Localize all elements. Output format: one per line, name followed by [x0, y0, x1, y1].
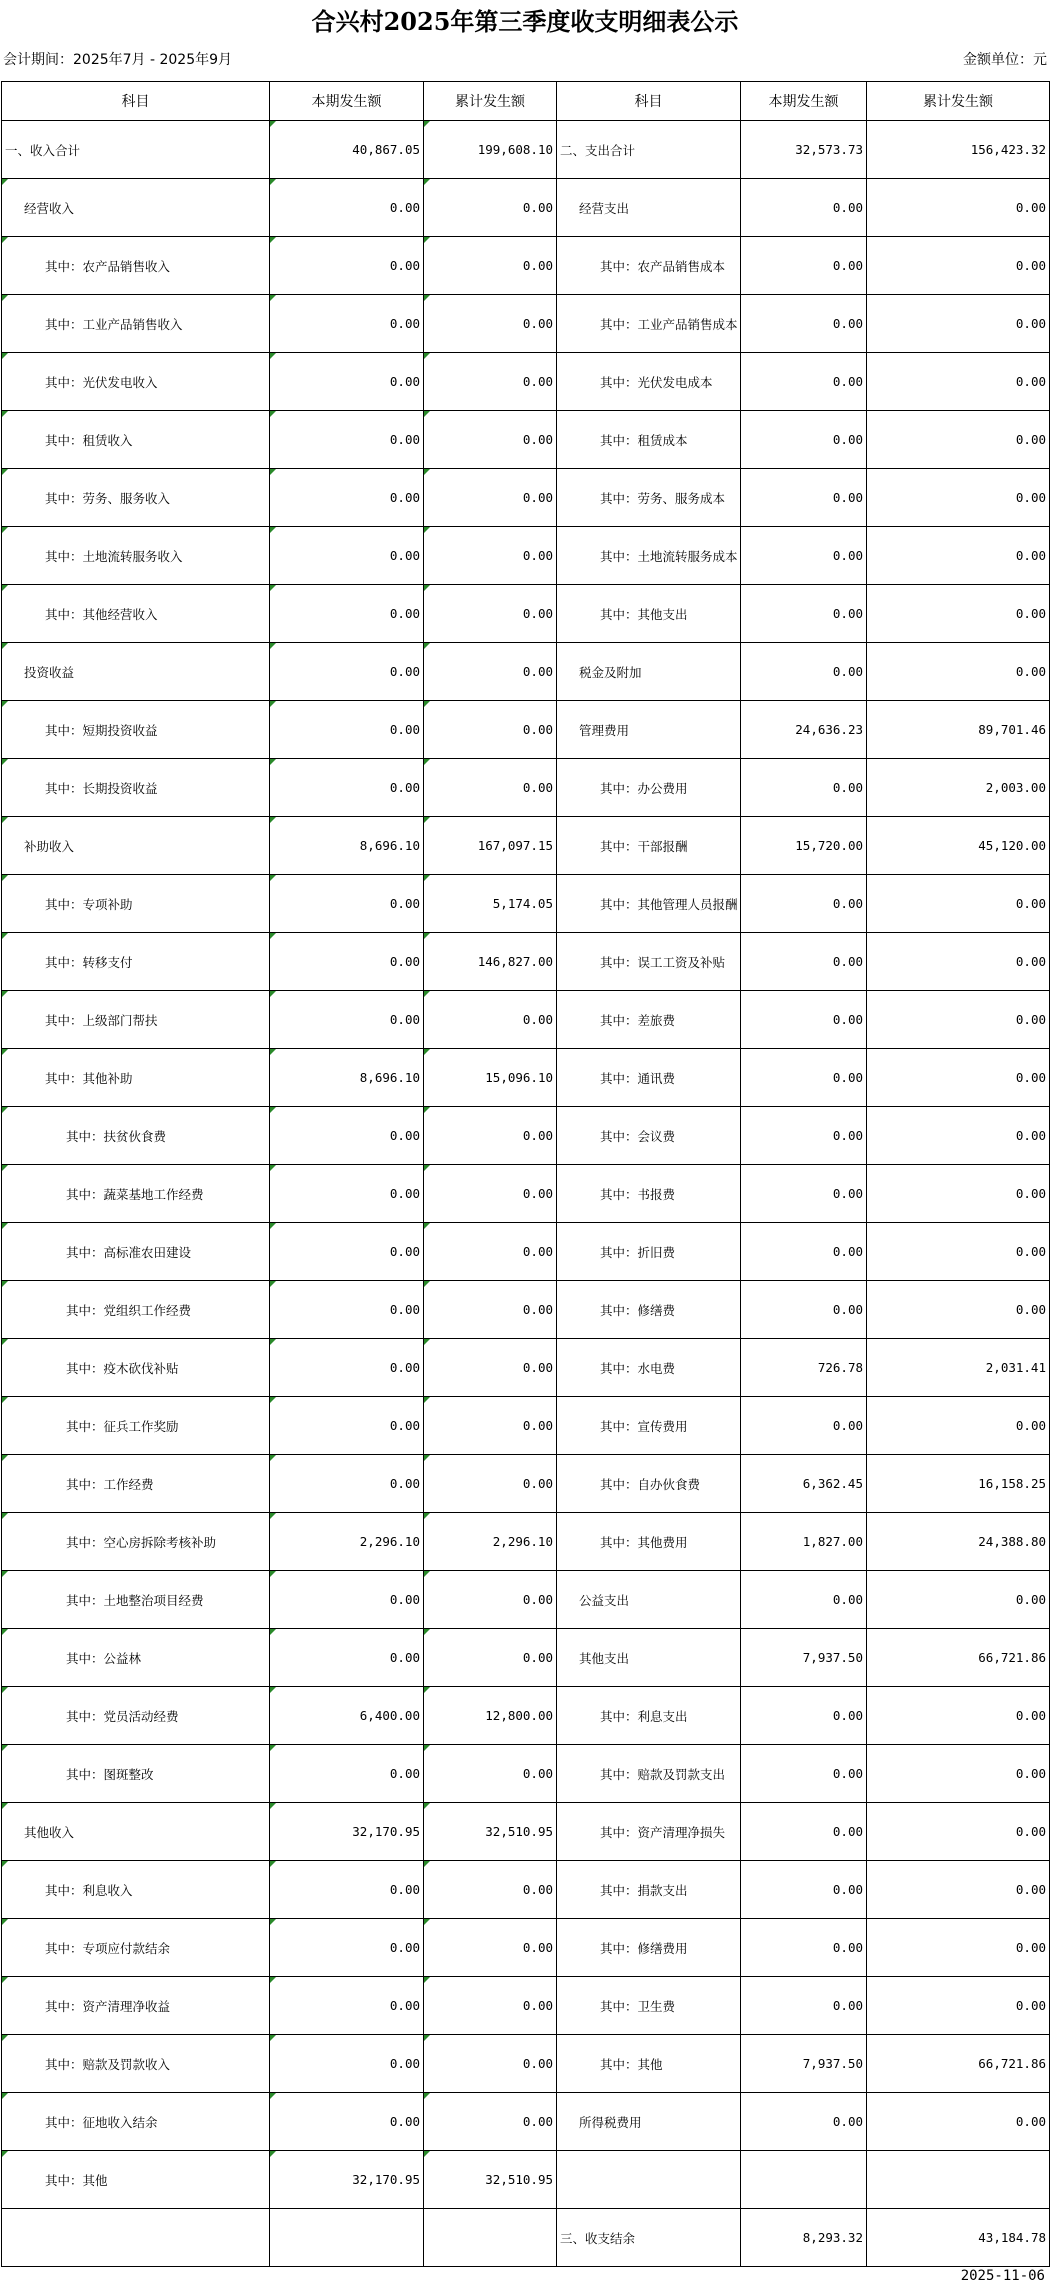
cell-income-current: 0.00 [270, 643, 424, 701]
cell-expense-cumulative: 0.00 [867, 469, 1050, 527]
table-row [2, 411, 1050, 469]
cell-income-current: 0.00 [270, 1281, 424, 1339]
table-row [2, 1919, 1050, 1977]
cell-income-current: 0.00 [270, 1745, 424, 1803]
cell-expense-current: 1,827.00 [741, 1513, 867, 1571]
header-income-subject: 科目 [2, 82, 270, 121]
cell-income-cumulative: 167,097.15 [424, 817, 557, 875]
cell-expense-cumulative: 0.00 [867, 2093, 1050, 2151]
header-income-current: 本期发生额 [270, 82, 424, 121]
table-row [2, 1745, 1050, 1803]
cell-income-current: 40,867.05 [270, 121, 424, 179]
table-row [2, 1165, 1050, 1223]
cell-income-subject: 其中：工业产品销售收入 [2, 295, 270, 353]
cell-expense-subject: 其中：租赁成本 [557, 411, 741, 469]
cell-income-cumulative: 5,174.05 [424, 875, 557, 933]
cell-income-cumulative [424, 2209, 557, 2267]
cell-expense-current: 0.00 [741, 1107, 867, 1165]
cell-income-subject: 其中：光伏发电收入 [2, 353, 270, 411]
cell-income-current: 0.00 [270, 1397, 424, 1455]
cell-income-current: 0.00 [270, 933, 424, 991]
cell-income-current: 0.00 [270, 527, 424, 585]
cell-income-subject: 其中：公益林 [2, 1629, 270, 1687]
cell-expense-cumulative: 156,423.32 [867, 121, 1050, 179]
cell-income-cumulative: 0.00 [424, 1107, 557, 1165]
cell-expense-subject: 其中：利息支出 [557, 1687, 741, 1745]
cell-expense-cumulative: 89,701.46 [867, 701, 1050, 759]
cell-income-cumulative: 0.00 [424, 1223, 557, 1281]
cell-expense-cumulative: 0.00 [867, 585, 1050, 643]
cell-income-subject: 其中：图斑整改 [2, 1745, 270, 1803]
table-row [2, 1861, 1050, 1919]
cell-income-cumulative: 0.00 [424, 1571, 557, 1629]
cell-expense-subject [557, 2151, 741, 2209]
cell-expense-subject: 其中：通讯费 [557, 1049, 741, 1107]
accounting-period: 会计期间：2025年7月 - 2025年9月 [3, 52, 233, 68]
cell-income-cumulative: 0.00 [424, 701, 557, 759]
cell-expense-cumulative: 66,721.86 [867, 2035, 1050, 2093]
cell-expense-cumulative: 0.00 [867, 1049, 1050, 1107]
cell-income-subject: 其中：土地流转服务收入 [2, 527, 270, 585]
cell-expense-current: 0.00 [741, 875, 867, 933]
cell-expense-cumulative: 0.00 [867, 643, 1050, 701]
header-expense-current: 本期发生额 [741, 82, 867, 121]
cell-income-subject: 其中：利息收入 [2, 1861, 270, 1919]
cell-expense-cumulative: 0.00 [867, 295, 1050, 353]
cell-income-current: 0.00 [270, 875, 424, 933]
cell-income-current: 0.00 [270, 411, 424, 469]
cell-expense-current: 0.00 [741, 1571, 867, 1629]
cell-income-subject: 其中：专项补助 [2, 875, 270, 933]
cell-expense-subject: 其中：自办伙食费 [557, 1455, 741, 1513]
cell-expense-subject: 其中：劳务、服务成本 [557, 469, 741, 527]
cell-income-subject: 其中：劳务、服务收入 [2, 469, 270, 527]
table-row [2, 1629, 1050, 1687]
cell-expense-cumulative: 0.00 [867, 1223, 1050, 1281]
cell-expense-current: 32,573.73 [741, 121, 867, 179]
cell-expense-current: 0.00 [741, 1803, 867, 1861]
cell-income-cumulative: 0.00 [424, 353, 557, 411]
cell-expense-subject: 其中：捐款支出 [557, 1861, 741, 1919]
cell-income-subject: 其中：农产品销售收入 [2, 237, 270, 295]
cell-expense-current: 0.00 [741, 933, 867, 991]
cell-expense-current: 8,293.32 [741, 2209, 867, 2267]
cell-income-cumulative: 0.00 [424, 295, 557, 353]
table-row [2, 1049, 1050, 1107]
cell-expense-current: 0.00 [741, 759, 867, 817]
cell-income-cumulative: 0.00 [424, 585, 557, 643]
cell-expense-cumulative [867, 2151, 1050, 2209]
table-row [2, 643, 1050, 701]
cell-income-subject: 其中：资产清理净收益 [2, 1977, 270, 2035]
cell-income-cumulative: 0.00 [424, 1745, 557, 1803]
cell-expense-subject: 其中：其他支出 [557, 585, 741, 643]
cell-income-current: 0.00 [270, 1571, 424, 1629]
cell-expense-cumulative: 0.00 [867, 411, 1050, 469]
header-expense-cumulative: 累计发生额 [867, 82, 1050, 121]
cell-expense-subject: 其中：其他管理人员报酬 [557, 875, 741, 933]
cell-expense-current: 0.00 [741, 2093, 867, 2151]
cell-income-current: 0.00 [270, 179, 424, 237]
cell-expense-cumulative: 2,003.00 [867, 759, 1050, 817]
table-row [2, 1107, 1050, 1165]
cell-expense-subject: 其中：水电费 [557, 1339, 741, 1397]
cell-income-current: 2,296.10 [270, 1513, 424, 1571]
cell-income-subject: 一、收入合计 [2, 121, 270, 179]
table-row [2, 1687, 1050, 1745]
cell-income-current: 32,170.95 [270, 1803, 424, 1861]
table-row [2, 1397, 1050, 1455]
cell-income-cumulative: 0.00 [424, 643, 557, 701]
cell-expense-subject: 三、收支结余 [557, 2209, 741, 2267]
cell-expense-cumulative: 0.00 [867, 1165, 1050, 1223]
cell-expense-current: 7,937.50 [741, 2035, 867, 2093]
cell-expense-subject: 其中：办公费用 [557, 759, 741, 817]
cell-expense-subject: 其中：会议费 [557, 1107, 741, 1165]
cell-expense-subject: 其中：光伏发电成本 [557, 353, 741, 411]
cell-expense-current: 0.00 [741, 527, 867, 585]
cell-income-cumulative: 0.00 [424, 1455, 557, 1513]
cell-income-subject: 其中：征地收入结余 [2, 2093, 270, 2151]
table-row [2, 1803, 1050, 1861]
cell-income-subject: 其中：转移支付 [2, 933, 270, 991]
table-row [2, 237, 1050, 295]
cell-expense-cumulative: 0.00 [867, 1803, 1050, 1861]
cell-income-subject: 其中：党员活动经费 [2, 1687, 270, 1745]
cell-income-cumulative: 32,510.95 [424, 1803, 557, 1861]
cell-income-subject: 投资收益 [2, 643, 270, 701]
cell-income-cumulative: 32,510.95 [424, 2151, 557, 2209]
cell-expense-subject: 其中：其他 [557, 2035, 741, 2093]
cell-income-subject: 其中：上级部门帮扶 [2, 991, 270, 1049]
cell-expense-cumulative: 0.00 [867, 875, 1050, 933]
cell-expense-cumulative: 0.00 [867, 1571, 1050, 1629]
footer-date: 2025-11-06 [960, 2268, 1045, 2284]
cell-income-cumulative: 2,296.10 [424, 1513, 557, 1571]
cell-income-subject: 其中：工作经费 [2, 1455, 270, 1513]
cell-expense-subject: 管理费用 [557, 701, 741, 759]
cell-income-subject: 其中：蔬菜基地工作经费 [2, 1165, 270, 1223]
header-income-cumulative: 累计发生额 [424, 82, 557, 121]
cell-income-cumulative: 0.00 [424, 1629, 557, 1687]
table-row [2, 527, 1050, 585]
cell-expense-current: 0.00 [741, 353, 867, 411]
table-row [2, 585, 1050, 643]
cell-expense-subject: 经营支出 [557, 179, 741, 237]
cell-expense-subject: 其中：干部报酬 [557, 817, 741, 875]
cell-income-cumulative: 12,800.00 [424, 1687, 557, 1745]
cell-expense-current: 0.00 [741, 179, 867, 237]
cell-expense-current: 0.00 [741, 1397, 867, 1455]
table-row [2, 1223, 1050, 1281]
cell-expense-subject: 其中：书报费 [557, 1165, 741, 1223]
cell-income-current: 0.00 [270, 1629, 424, 1687]
cell-income-current: 0.00 [270, 2035, 424, 2093]
table-row [2, 701, 1050, 759]
cell-income-cumulative: 0.00 [424, 237, 557, 295]
cell-expense-cumulative: 0.00 [867, 1107, 1050, 1165]
table-row [2, 1455, 1050, 1513]
cell-income-current: 0.00 [270, 1977, 424, 2035]
cell-expense-current: 0.00 [741, 991, 867, 1049]
cell-income-current [270, 2209, 424, 2267]
cell-income-subject: 其中：其他经营收入 [2, 585, 270, 643]
currency-unit: 金额单位：元 [963, 52, 1047, 68]
table-row [2, 1571, 1050, 1629]
cell-income-cumulative: 0.00 [424, 1281, 557, 1339]
cell-income-current: 0.00 [270, 1165, 424, 1223]
cell-expense-current: 0.00 [741, 411, 867, 469]
table-row [2, 179, 1050, 237]
cell-income-subject: 其中：其他 [2, 2151, 270, 2209]
cell-expense-cumulative: 0.00 [867, 527, 1050, 585]
table-row [2, 933, 1050, 991]
cell-income-current: 0.00 [270, 759, 424, 817]
cell-expense-current: 0.00 [741, 1165, 867, 1223]
cell-expense-current: 15,720.00 [741, 817, 867, 875]
cell-income-cumulative: 0.00 [424, 1165, 557, 1223]
cell-income-cumulative: 15,096.10 [424, 1049, 557, 1107]
cell-income-cumulative: 0.00 [424, 469, 557, 527]
table-row [2, 1339, 1050, 1397]
cell-income-cumulative: 0.00 [424, 527, 557, 585]
table-row [2, 875, 1050, 933]
cell-expense-subject: 其中：工业产品销售成本 [557, 295, 741, 353]
cell-income-current: 0.00 [270, 1861, 424, 1919]
cell-income-subject: 其中：专项应付款结余 [2, 1919, 270, 1977]
cell-expense-subject: 其中：卫生费 [557, 1977, 741, 2035]
cell-expense-current: 0.00 [741, 1977, 867, 2035]
cell-income-current: 0.00 [270, 585, 424, 643]
cell-expense-subject: 公益支出 [557, 1571, 741, 1629]
cell-income-subject [2, 2209, 270, 2267]
cell-expense-cumulative: 0.00 [867, 1977, 1050, 2035]
cell-expense-subject: 其中：误工工资及补贴 [557, 933, 741, 991]
cell-income-cumulative: 0.00 [424, 411, 557, 469]
cell-expense-cumulative: 0.00 [867, 933, 1050, 991]
cell-expense-subject: 所得税费用 [557, 2093, 741, 2151]
table-row [2, 2093, 1050, 2151]
cell-income-current: 0.00 [270, 1455, 424, 1513]
cell-income-cumulative: 199,608.10 [424, 121, 557, 179]
cell-expense-current: 0.00 [741, 1049, 867, 1107]
table-row [2, 1513, 1050, 1571]
cell-expense-current: 7,937.50 [741, 1629, 867, 1687]
table-row [2, 991, 1050, 1049]
cell-income-current: 0.00 [270, 701, 424, 759]
cell-income-cumulative: 0.00 [424, 991, 557, 1049]
cell-income-subject: 经营收入 [2, 179, 270, 237]
table-row [2, 469, 1050, 527]
cell-expense-current: 0.00 [741, 1919, 867, 1977]
cell-income-subject: 其中：疫木砍伐补贴 [2, 1339, 270, 1397]
cell-expense-subject: 其中：资产清理净损失 [557, 1803, 741, 1861]
cell-income-subject: 其他收入 [2, 1803, 270, 1861]
cell-income-current: 0.00 [270, 353, 424, 411]
cell-expense-subject: 其中：差旅费 [557, 991, 741, 1049]
cell-income-current: 8,696.10 [270, 1049, 424, 1107]
cell-expense-subject: 其中：赔款及罚款支出 [557, 1745, 741, 1803]
cell-expense-current: 24,636.23 [741, 701, 867, 759]
cell-income-subject: 其中：其他补助 [2, 1049, 270, 1107]
table-row [2, 295, 1050, 353]
cell-expense-subject: 二、支出合计 [557, 121, 741, 179]
cell-expense-cumulative: 0.00 [867, 353, 1050, 411]
cell-income-current: 0.00 [270, 2093, 424, 2151]
table-row [2, 2209, 1050, 2267]
cell-income-cumulative: 0.00 [424, 1397, 557, 1455]
cell-income-current: 32,170.95 [270, 2151, 424, 2209]
cell-income-subject: 其中：土地整治项目经费 [2, 1571, 270, 1629]
income-expense-table [1, 81, 1050, 2267]
cell-expense-cumulative: 0.00 [867, 991, 1050, 1049]
cell-expense-current: 0.00 [741, 643, 867, 701]
cell-expense-current: 0.00 [741, 1223, 867, 1281]
cell-expense-current: 0.00 [741, 1687, 867, 1745]
cell-income-current: 0.00 [270, 295, 424, 353]
cell-expense-subject: 其中：其他费用 [557, 1513, 741, 1571]
cell-income-current: 0.00 [270, 1107, 424, 1165]
cell-expense-subject: 税金及附加 [557, 643, 741, 701]
cell-expense-cumulative: 0.00 [867, 237, 1050, 295]
cell-expense-cumulative: 0.00 [867, 1687, 1050, 1745]
cell-expense-current: 0.00 [741, 1281, 867, 1339]
table-row [2, 121, 1050, 179]
cell-expense-subject: 其中：土地流转服务成本 [557, 527, 741, 585]
cell-expense-cumulative: 0.00 [867, 1919, 1050, 1977]
table-header-row [2, 82, 1050, 121]
page-title: 合兴村2025年第三季度收支明细表公示 [311, 7, 739, 36]
cell-income-subject: 其中：征兵工作奖励 [2, 1397, 270, 1455]
cell-expense-cumulative: 0.00 [867, 1281, 1050, 1339]
cell-income-cumulative: 0.00 [424, 1339, 557, 1397]
cell-expense-subject: 其中：农产品销售成本 [557, 237, 741, 295]
cell-expense-current [741, 2151, 867, 2209]
cell-income-subject: 其中：长期投资收益 [2, 759, 270, 817]
cell-income-subject: 其中：空心房拆除考核补助 [2, 1513, 270, 1571]
cell-income-current: 0.00 [270, 1223, 424, 1281]
table-row [2, 2035, 1050, 2093]
cell-expense-current: 0.00 [741, 585, 867, 643]
cell-income-subject: 其中：高标准农田建设 [2, 1223, 270, 1281]
cell-income-current: 0.00 [270, 237, 424, 295]
cell-income-subject: 补助收入 [2, 817, 270, 875]
cell-expense-cumulative: 66,721.86 [867, 1629, 1050, 1687]
cell-income-cumulative: 0.00 [424, 2093, 557, 2151]
table-row [2, 1281, 1050, 1339]
cell-income-current: 0.00 [270, 1919, 424, 1977]
cell-expense-current: 0.00 [741, 295, 867, 353]
cell-expense-current: 6,362.45 [741, 1455, 867, 1513]
cell-expense-cumulative: 0.00 [867, 1861, 1050, 1919]
cell-expense-subject: 其中：宣传费用 [557, 1397, 741, 1455]
cell-expense-current: 0.00 [741, 1861, 867, 1919]
cell-income-current: 0.00 [270, 1339, 424, 1397]
cell-income-cumulative: 146,827.00 [424, 933, 557, 991]
cell-income-cumulative: 0.00 [424, 2035, 557, 2093]
cell-income-cumulative: 0.00 [424, 759, 557, 817]
table-row [2, 353, 1050, 411]
cell-expense-subject: 其中：修缮费 [557, 1281, 741, 1339]
cell-expense-current: 0.00 [741, 1745, 867, 1803]
cell-income-subject: 其中：党组织工作经费 [2, 1281, 270, 1339]
cell-income-current: 8,696.10 [270, 817, 424, 875]
cell-income-subject: 其中：扶贫伙食费 [2, 1107, 270, 1165]
cell-income-current: 0.00 [270, 469, 424, 527]
cell-expense-cumulative: 0.00 [867, 1745, 1050, 1803]
cell-income-subject: 其中：短期投资收益 [2, 701, 270, 759]
cell-expense-subject: 其他支出 [557, 1629, 741, 1687]
cell-income-current: 0.00 [270, 991, 424, 1049]
cell-expense-current: 0.00 [741, 469, 867, 527]
cell-income-cumulative: 0.00 [424, 1861, 557, 1919]
cell-expense-subject: 其中：修缮费用 [557, 1919, 741, 1977]
table-row [2, 2151, 1050, 2209]
cell-expense-current: 0.00 [741, 237, 867, 295]
cell-income-cumulative: 0.00 [424, 179, 557, 237]
cell-income-cumulative: 0.00 [424, 1977, 557, 2035]
cell-income-cumulative: 0.00 [424, 1919, 557, 1977]
cell-expense-cumulative: 45,120.00 [867, 817, 1050, 875]
cell-expense-current: 726.78 [741, 1339, 867, 1397]
cell-expense-cumulative: 2,031.41 [867, 1339, 1050, 1397]
table-row [2, 759, 1050, 817]
table-row [2, 1977, 1050, 2035]
cell-income-subject: 其中：租赁收入 [2, 411, 270, 469]
cell-expense-cumulative: 0.00 [867, 179, 1050, 237]
cell-income-subject: 其中：赔款及罚款收入 [2, 2035, 270, 2093]
header-expense-subject: 科目 [557, 82, 741, 121]
table-row [2, 817, 1050, 875]
cell-expense-cumulative: 43,184.78 [867, 2209, 1050, 2267]
cell-expense-subject: 其中：折旧费 [557, 1223, 741, 1281]
cell-income-current: 6,400.00 [270, 1687, 424, 1745]
cell-expense-cumulative: 16,158.25 [867, 1455, 1050, 1513]
cell-expense-cumulative: 0.00 [867, 1397, 1050, 1455]
cell-expense-cumulative: 24,388.80 [867, 1513, 1050, 1571]
